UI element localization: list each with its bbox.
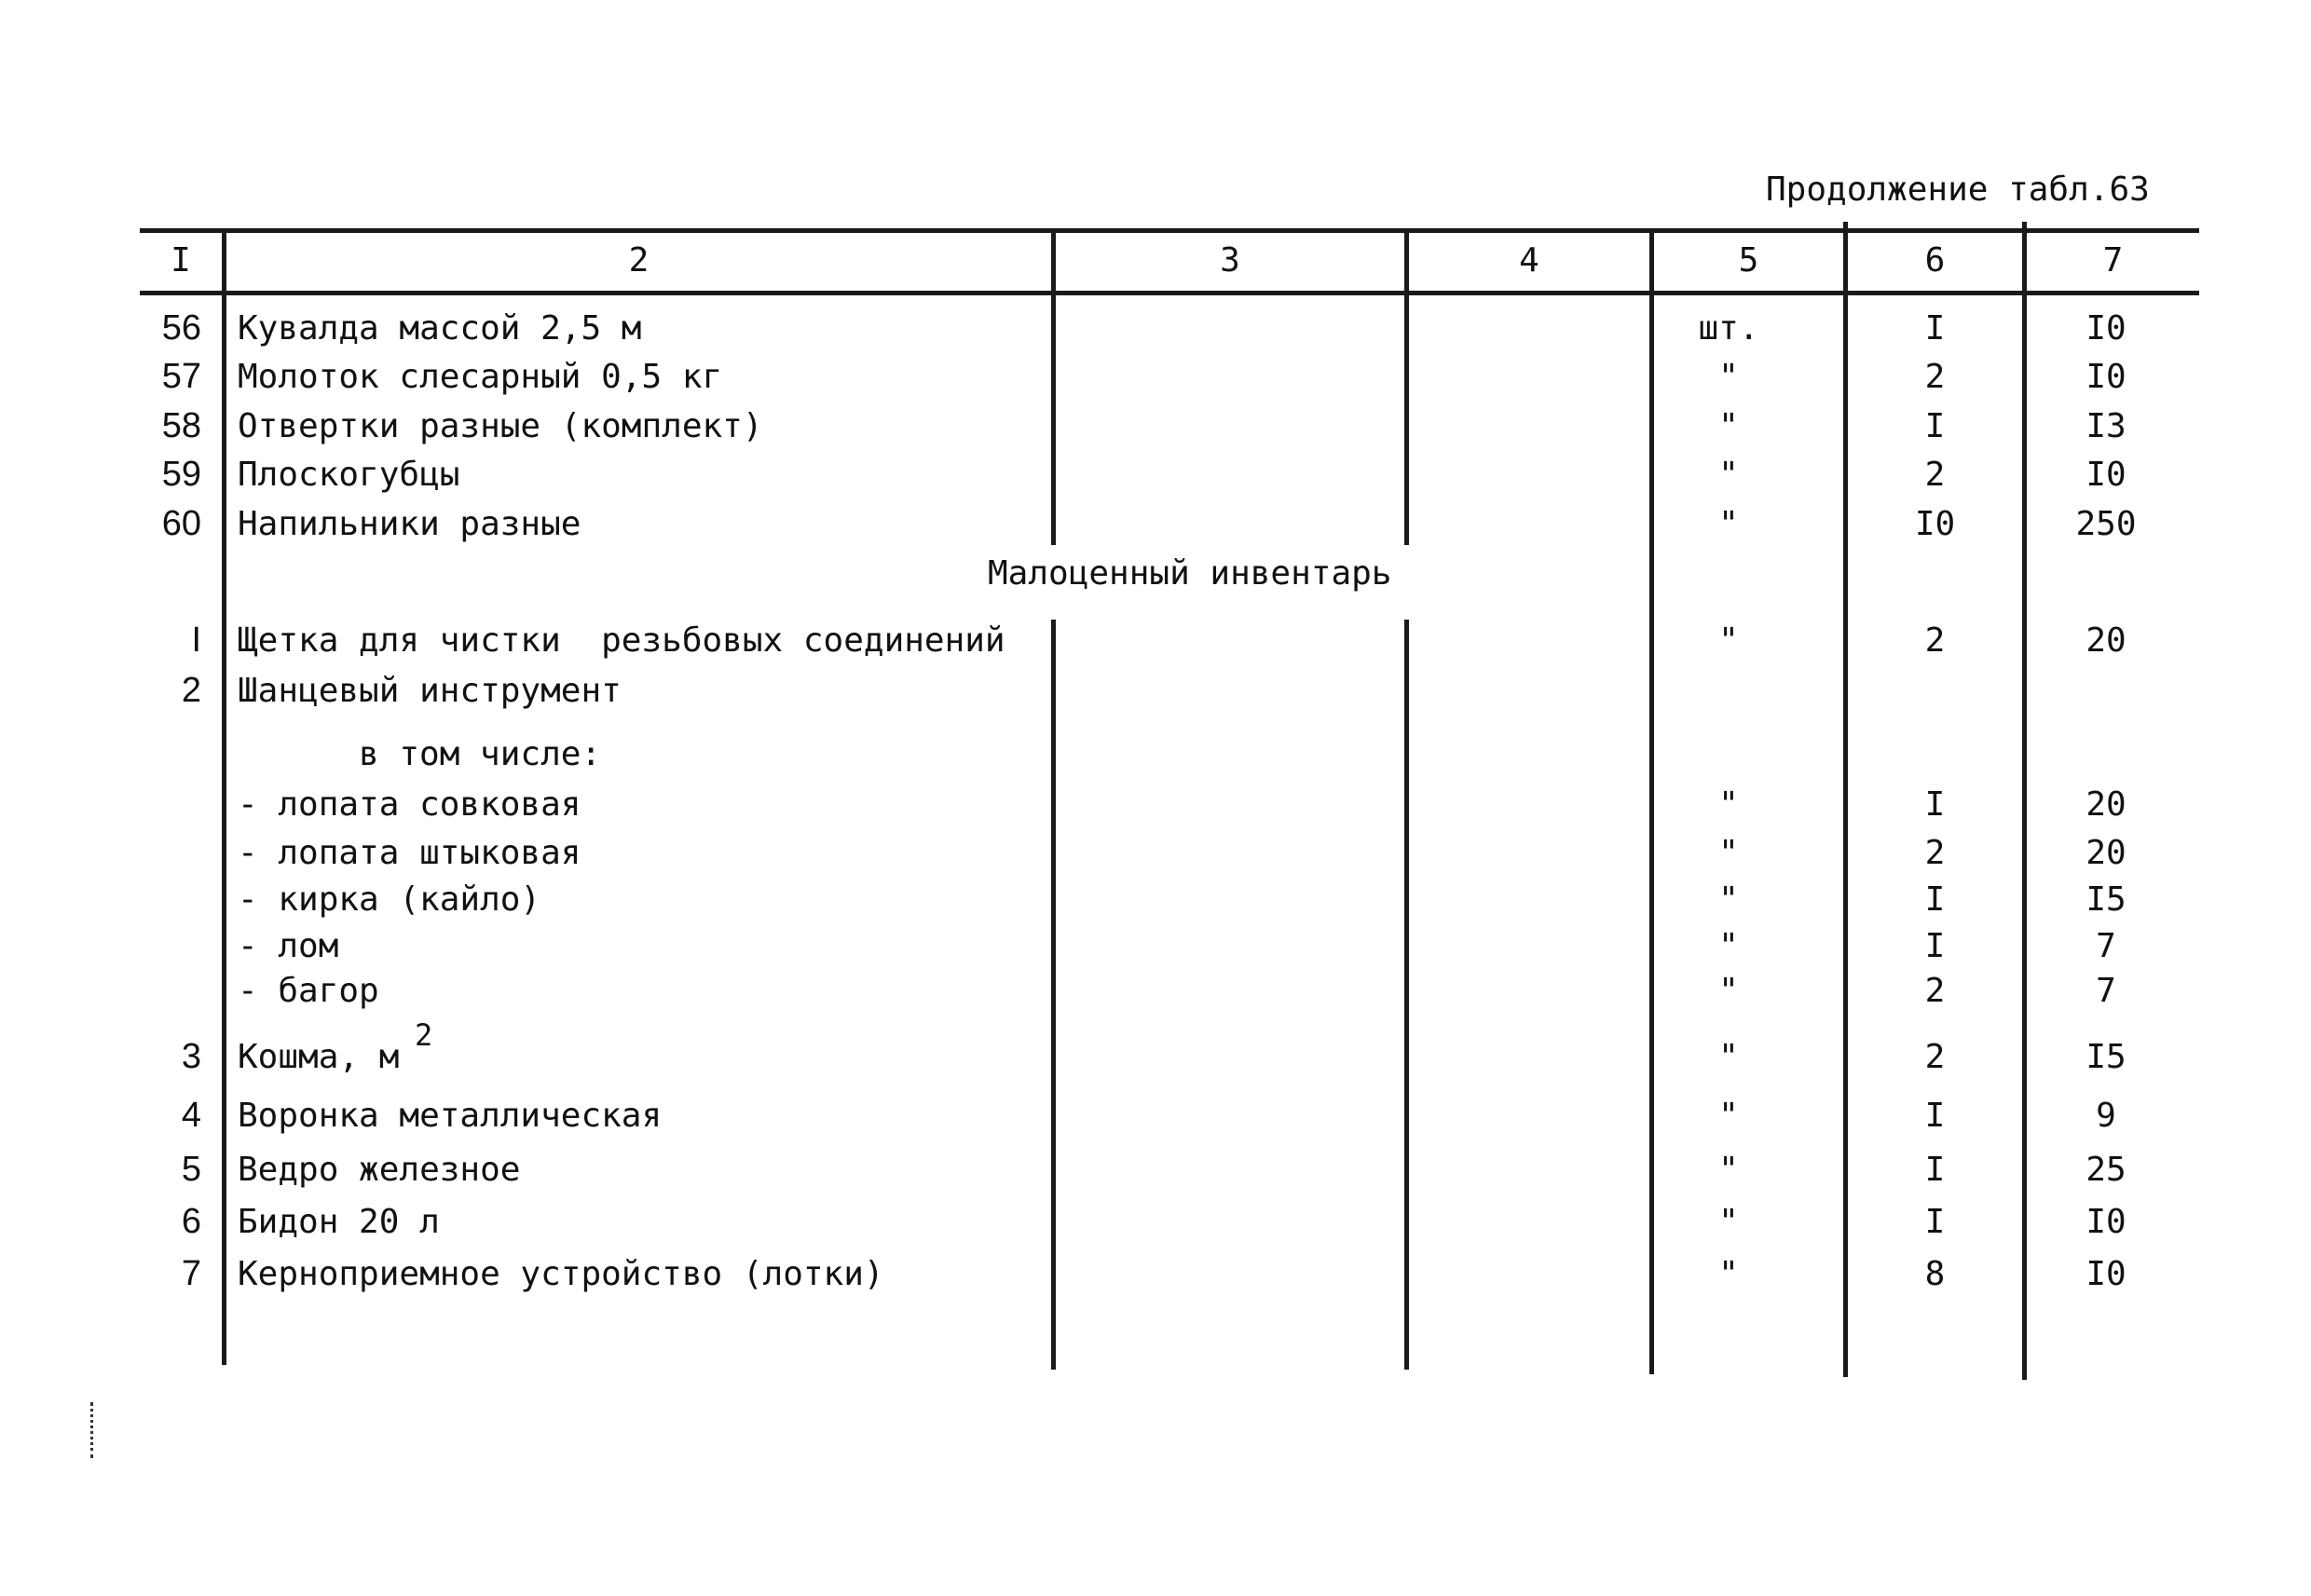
column-divider-3 [1404, 228, 1409, 1370]
item-name: - лопата совковая [238, 785, 581, 824]
row-number: 59 [161, 455, 201, 494]
row-number: 57 [161, 357, 201, 396]
value: 7 [2096, 972, 2116, 1010]
row-number: 58 [161, 406, 201, 445]
unit: " [1718, 880, 1739, 919]
unit: " [1718, 358, 1739, 396]
item-name: Ведро железное [238, 1151, 521, 1189]
quantity: 2 [1924, 456, 1946, 494]
unit: " [1718, 621, 1739, 660]
unit: " [1718, 1151, 1739, 1189]
quantity: I [1924, 1097, 1946, 1135]
value: 7 [2096, 927, 2116, 965]
header-col-7: 7 [2102, 241, 2124, 280]
quantity: 8 [1924, 1255, 1946, 1293]
quantity: 2 [1924, 358, 1946, 396]
row-number: I [191, 621, 201, 660]
item-name: - лопата штыковая [238, 834, 581, 872]
item-name: - багор [238, 972, 379, 1010]
quantity: I [1924, 880, 1946, 919]
item-name: Кувалда массой 2,5 м [238, 309, 642, 348]
header-top-rule [140, 228, 2199, 233]
scan-mark [90, 1402, 96, 1458]
section-title: Малоценный инвентарь [988, 554, 1392, 593]
value: 20 [2085, 834, 2126, 872]
quantity: I0 [1914, 505, 1956, 543]
item-name: - лом [238, 927, 339, 965]
unit: " [1718, 1097, 1739, 1135]
quantity: 2 [1924, 621, 1946, 660]
unit: " [1718, 1038, 1739, 1076]
item-name: Напильники разные [238, 505, 581, 543]
header-col-6: 6 [1924, 241, 1946, 280]
header-col-4: 4 [1519, 241, 1539, 280]
header-col-1: I [171, 241, 191, 280]
header-bottom-rule [140, 291, 2199, 295]
item-name: Щетка для чистки резьбовых соединений [238, 621, 1005, 660]
value: I0 [2085, 456, 2126, 494]
item-name: в том числе: [359, 735, 602, 773]
item-name: Отвертки разные (комплект) [238, 407, 763, 445]
value: I0 [2085, 1255, 2126, 1293]
value: I0 [2085, 309, 2126, 348]
quantity: 2 [1924, 834, 1946, 872]
value: 20 [2085, 785, 2126, 824]
superscript: 2 [415, 1017, 433, 1053]
item-name: - кирка (кайло) [238, 880, 541, 919]
unit: шт. [1698, 309, 1759, 348]
header-col-5: 5 [1738, 241, 1759, 280]
item-name: Кошма, м [238, 1038, 400, 1076]
unit: " [1718, 505, 1739, 543]
unit: " [1718, 834, 1739, 872]
unit: " [1718, 1203, 1739, 1241]
item-name: Воронка металлическая [238, 1097, 663, 1135]
column-divider-1 [222, 228, 226, 1365]
item-name: Шанцевый инструмент [238, 672, 622, 710]
row-number: 3 [181, 1037, 201, 1076]
unit: " [1718, 785, 1739, 824]
value: I5 [2085, 880, 2126, 919]
header-col-3: 3 [1220, 241, 1240, 280]
value: I5 [2085, 1038, 2126, 1076]
row-number: 6 [181, 1202, 201, 1241]
row-number: 2 [181, 671, 201, 710]
quantity: 2 [1924, 1038, 1946, 1076]
item-name: Бидон 20 л [238, 1203, 440, 1241]
item-name: Керноприемное устройство (лотки) [238, 1255, 884, 1293]
quantity: I [1924, 785, 1946, 824]
row-number: 60 [161, 504, 201, 543]
value: I3 [2085, 407, 2126, 445]
quantity: I [1924, 927, 1946, 965]
value: 25 [2085, 1151, 2126, 1189]
row-number: 4 [181, 1096, 201, 1135]
value: 9 [2096, 1097, 2116, 1135]
value: 250 [2075, 505, 2137, 543]
row-number: 5 [181, 1150, 201, 1189]
table-caption: Продолжение табл.63 [1766, 171, 2150, 209]
column-divider-2 [1051, 228, 1056, 1370]
item-name: Плоскогубцы [238, 456, 460, 494]
header-col-2: 2 [628, 241, 650, 280]
value: I0 [2085, 1203, 2126, 1241]
row-number: 7 [181, 1254, 201, 1293]
unit: " [1718, 456, 1739, 494]
value: 20 [2085, 621, 2126, 660]
unit: " [1718, 972, 1739, 1010]
row-number: 56 [161, 308, 201, 348]
quantity: I [1924, 1203, 1946, 1241]
unit: " [1718, 1255, 1739, 1293]
quantity: I [1924, 1151, 1946, 1189]
unit: " [1718, 407, 1739, 445]
quantity: I [1924, 407, 1946, 445]
quantity: 2 [1924, 972, 1946, 1010]
unit: " [1718, 927, 1739, 965]
quantity: I [1924, 309, 1946, 348]
value: I0 [2085, 358, 2126, 396]
item-name: Молоток слесарный 0,5 кг [238, 358, 723, 396]
